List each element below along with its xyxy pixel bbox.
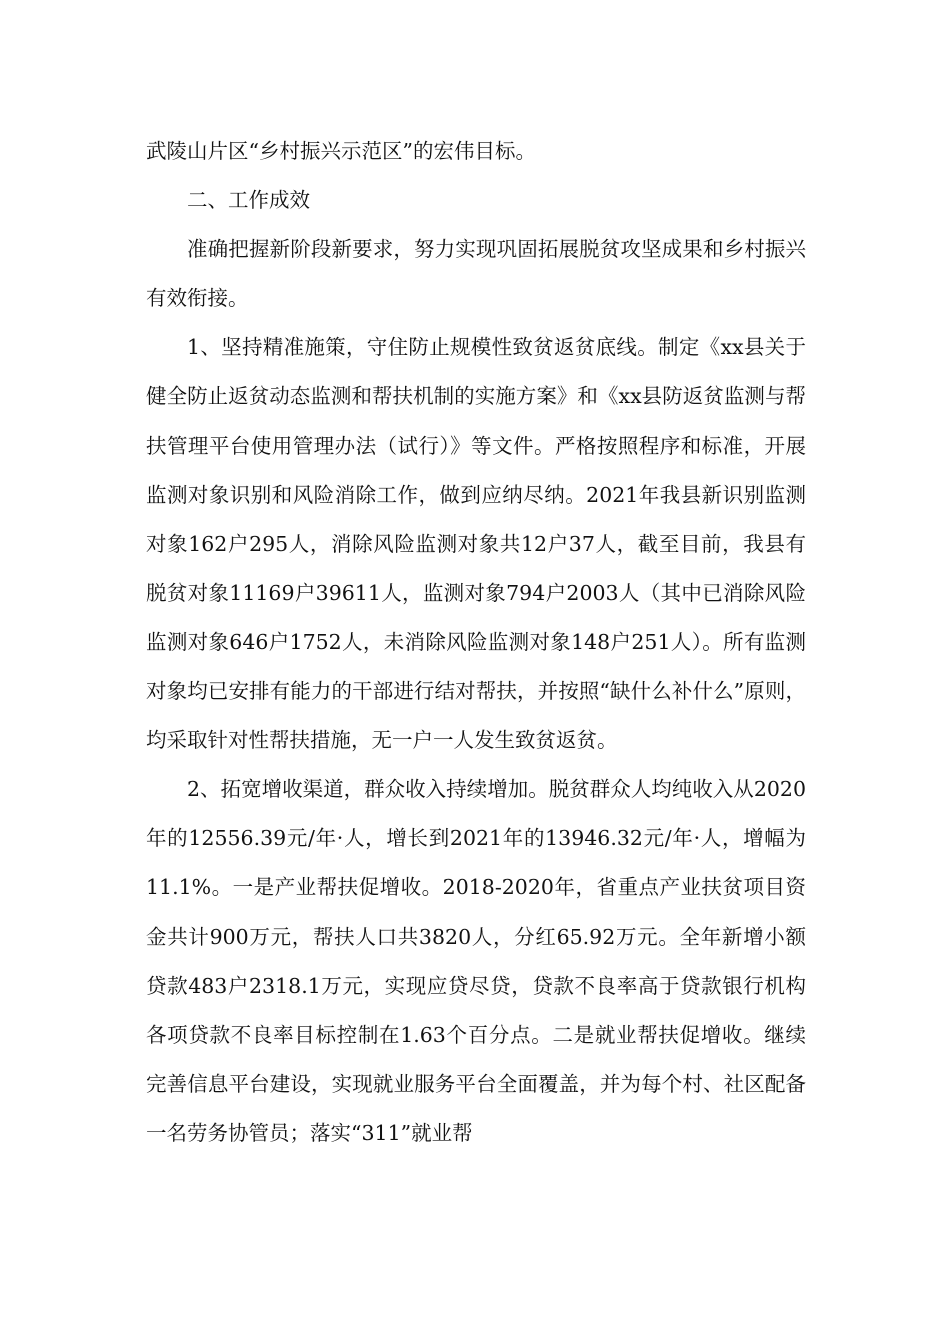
paragraph-continuation: 武陵山片区“乡村振兴示范区”的宏伟目标。 <box>146 139 536 163</box>
section-heading: 二、工作成效 <box>187 188 310 213</box>
paragraph-item-1: 1、坚持精准施策，守住防止规模性致贫返贫底线。制定《xx县关于健全防止返贫动态监测和帮扶机制的实施方案》和《xx县防返贫监测与帮扶管理平台使用管理办法（试行）》等文件。严格按照程序和标准，开展监测对象识别和风险消除工作，做到应纳尽纳。2021年我县新识别监测对象162户295人，消除风险监测对象共12户37人，截至目前，我县有脱贫对象11169户39611人，监测对象794户2003人（其中已消除风险监测对象646户1752人，未消除风险监测对象148户251人）。所有监测对象均已安排有能力的干部进行结对帮扶，并按照“缺什么补什么”原则，均采取针对性帮扶措施，无一户一人发生致贫返贫。 <box>146 335 806 753</box>
document-body <box>146 127 806 1158</box>
paragraph-intro: 准确把握新阶段新要求，努力实现巩固拓展脱贫攻坚成果和乡村振兴有效衔接。 <box>146 237 806 311</box>
paragraph-item-2: 2、拓宽增收渠道，群众收入持续增加。脱贫群众人均纯收入从2020年的12556.39元/年·人，增长到2021年的13946.32元/年·人，增幅为11.1%。一是产业帮扶促增收。2018-2020年，省重点产业扶贫项目资金共计900万元，帮扶人口共3820人，分红65.92万元。全年新增小额贷款483户2318.1万元，实现应贷尽贷，贷款不良率高于贷款银行机构各项贷款不良率目标控制在1.63个百分点。二是就业帮扶促增收。继续完善信息平台建设，实现就业服务平台全面覆盖，并为每个村、社区配备一名劳务协管员；落实“311”就业帮 <box>146 777 806 1145</box>
